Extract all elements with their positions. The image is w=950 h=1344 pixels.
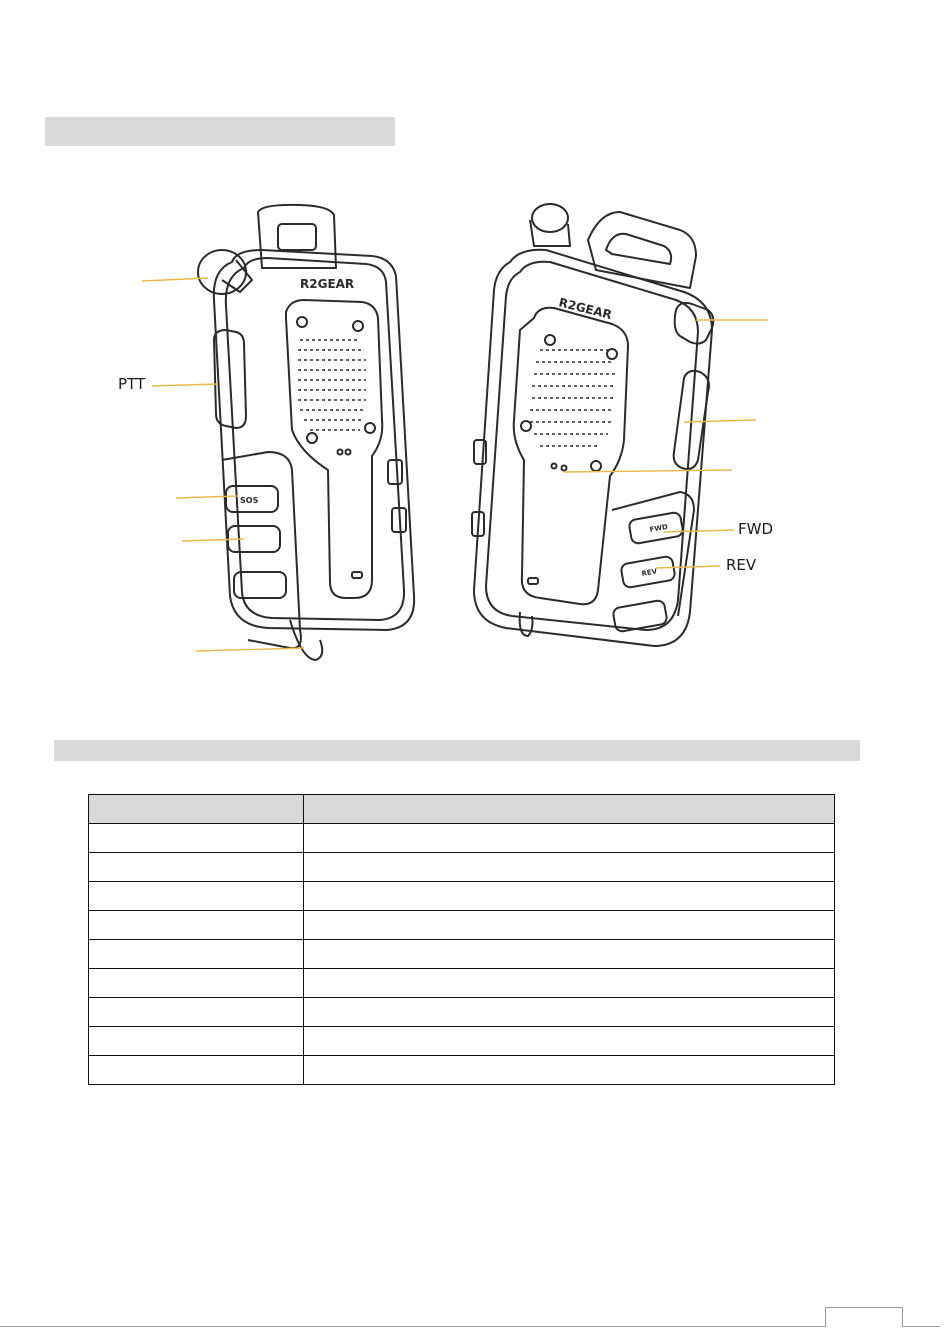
table-header-cell [304,795,835,824]
table-cell [304,1056,835,1085]
table-row [89,1027,835,1056]
callout-fwd [664,530,734,532]
table-cell [304,940,835,969]
label-ptt: PTT [118,375,146,393]
table-row [89,824,835,853]
brand-mark-right: R2GEAR [557,295,614,323]
table-cell [304,882,835,911]
table-cell [89,998,304,1027]
table-cell [89,882,304,911]
callout-clip [196,648,304,651]
table-cell [304,824,835,853]
callout-antenna [142,278,208,281]
table-cell [304,1027,835,1056]
table-header-row [89,795,835,824]
section-bar-spec [54,740,860,761]
brand-mark-left: R2GEAR [300,277,355,291]
sos-key-mark: SOS [240,496,259,505]
table-cell [304,998,835,1027]
table-cell [89,1056,304,1085]
label-rev: REV [726,556,757,574]
fwd-key-mark: FWD [648,522,669,534]
table-row [89,969,835,998]
spec-table [88,794,835,1085]
table-cell [89,853,304,882]
rev-key-mark: REV [640,567,658,578]
table-cell [89,824,304,853]
table-cell [89,911,304,940]
table-row [89,940,835,969]
left-radio [198,205,414,660]
table-row [89,1056,835,1085]
callout-sos [176,496,238,498]
table-cell [304,853,835,882]
callout-rev [656,566,720,568]
callout-side-key [182,539,244,541]
table-cell [304,911,835,940]
table-header-cell [89,795,304,824]
callout-mic [564,470,732,472]
callout-side-buttons [684,420,756,422]
label-fwd: FWD [738,520,774,538]
table-cell [89,969,304,998]
table-cell [89,1027,304,1056]
table-cell [304,969,835,998]
table-row [89,853,835,882]
footer-rule [0,1326,940,1327]
table-row [89,998,835,1027]
page-number-tab [825,1307,903,1327]
callout-ptt [152,384,218,386]
right-radio [472,204,713,646]
table-cell [89,940,304,969]
table-row [89,882,835,911]
table-row [89,911,835,940]
